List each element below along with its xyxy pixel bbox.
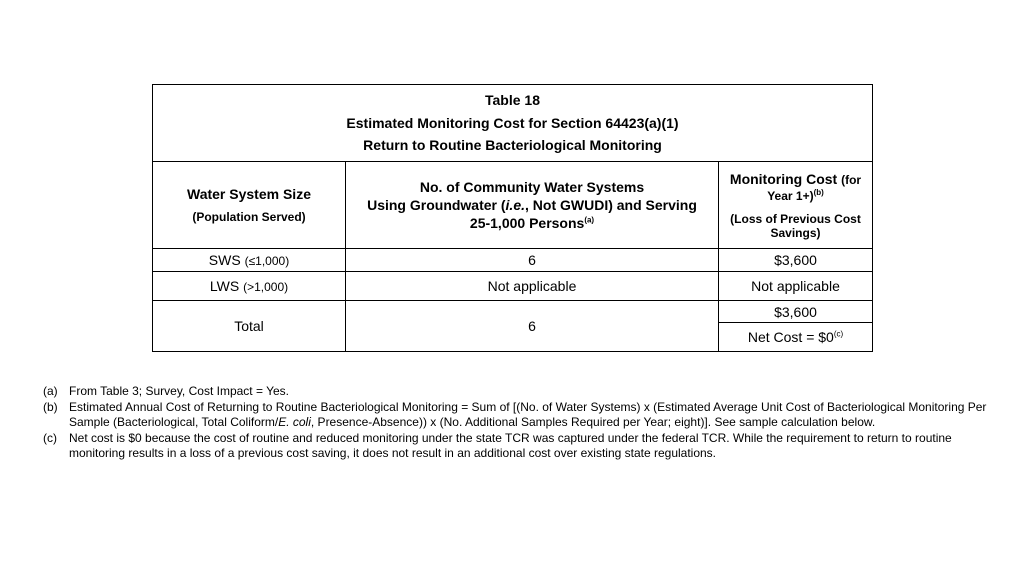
row-size: LWS (>1,000) xyxy=(153,272,346,301)
header-size-sub: (Population Served) xyxy=(192,210,306,224)
header-count-line1: No. of Community Water Systems xyxy=(419,179,645,195)
net-cost: Net Cost = $\$0^{(c)}$ xyxy=(719,323,873,352)
row-cost: $3,600 xyxy=(719,249,873,272)
header-count-line2: Using Groundwater (i.e., Not GWUDI) and Serving xyxy=(367,197,697,213)
footnote-ref-a: (a) xyxy=(584,215,595,225)
header-water-system-size xyxy=(153,162,346,249)
footnote-ref-c: (c) xyxy=(833,329,844,339)
footnote-a: (a) From Table 3; Survey, Cost Impact = Yes. xyxy=(43,384,289,398)
header-monitoring-cost: Monitoring Cost (for Year 1+)$^{(b)}$ (Loss of Previous Cost Savings) xyxy=(719,162,873,249)
table-number: Table 18 xyxy=(485,92,540,109)
total-row xyxy=(153,301,873,323)
total-count: 6 xyxy=(346,301,719,352)
total-label: Total xyxy=(153,301,346,352)
header-cost-sub: (Loss of Previous Cost Savings) xyxy=(730,211,861,240)
total-cost: $3,600 xyxy=(719,301,873,323)
footnote-c: (c) Net cost is $0 because the cost of routine and reduced monitoring under the state TCR was captured under the federal TCR. While the requirement to return to routine monitoring results in a loss of a previous cost saving, it does not result in an additional cost over existing state regulations. xyxy=(43,430,952,460)
monitoring-cost-table xyxy=(152,84,873,352)
header-size-main: Water System Size xyxy=(187,186,311,202)
table-title: Estimated Monitoring Cost for Section 64423(a)(1) xyxy=(346,114,679,131)
table-subtitle: Return to Routine Bacteriological Monitoring xyxy=(363,137,662,154)
table-row xyxy=(153,272,873,301)
header-system-count xyxy=(346,162,719,249)
row-count: Not applicable xyxy=(346,272,719,301)
footnote-ref-b: (b) xyxy=(813,187,824,197)
header-count-line3: 25-1,000 Persons$^{(a)}$ xyxy=(469,215,595,231)
row-cost: Not applicable xyxy=(719,272,873,301)
table-title-cell xyxy=(153,85,873,162)
header-cost-main: Monitoring Cost xyxy=(729,170,838,187)
row-count: 6 xyxy=(346,249,719,272)
footnotes xyxy=(43,384,988,462)
row-size: SWS (≤1,000) xyxy=(153,249,346,272)
table-row xyxy=(153,249,873,272)
footnote-b: (b) Estimated Annual Cost of Returning to Routine Bacteriological Monitoring = Sum of [(No. of Water Systems) x (Estimated Average Unit Cost of Bacteriological Monitoring Per Sample (Bacteriological, Total Coliform/E. coli, Presence-Absence)) x (No. Additional Samples Required per Year; eight)]. See sample calculation below. xyxy=(43,399,987,429)
